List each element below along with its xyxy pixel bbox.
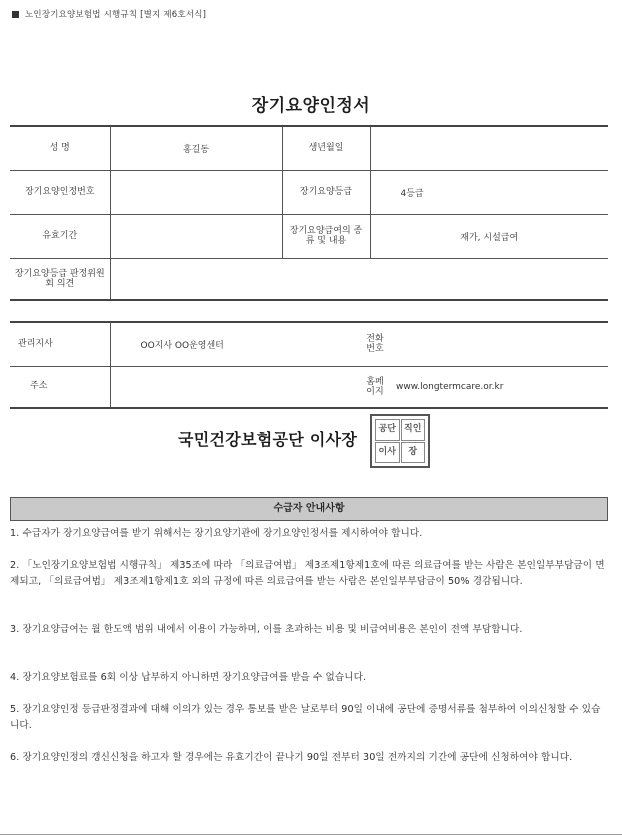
cert-no-label: 장기요양인정번호: [10, 170, 110, 214]
branch-label: 관리지사: [10, 322, 110, 366]
benefit-type-label: 장기요양급여의 종류 및 내용: [282, 214, 370, 258]
birth-value: [370, 126, 608, 170]
phone-value: [392, 322, 608, 366]
notice-item: 4. 장기요양보험료를 6회 이상 납부하지 아니하면 장기요양급여를 받을 수 없습니다.: [10, 672, 367, 683]
table-row: [10, 366, 608, 408]
homepage-link[interactable]: www.longtermcare.or.kr: [392, 366, 608, 408]
validity-label: 유효기간: [10, 214, 110, 258]
name-label: 성 명: [10, 126, 110, 170]
validity-value: [110, 214, 282, 258]
recipient-info-table: [10, 125, 608, 301]
issuer-name: 국민건강보험공단 이사장: [178, 430, 358, 449]
page-bottom-divider: [0, 834, 622, 835]
notice-item: 6. 장기요양인정의 갱신신청을 하고자 할 경우에는 유효기간이 끝나기 90일 전부터 30일 전까지의 기간에 공단에 신청하여야 합니다.: [10, 752, 573, 763]
address-label: 주소: [10, 366, 110, 408]
law-reference-text: 노인장기요양보험법 시행규칙 [별지 제6호서식]: [25, 10, 207, 20]
notice-item: 2. 「노인장기요양보험법 시행규칙」 제35조에 따라 「의료급여법」 제3조제1항제1호에 따른 의료급여를 받는 사람은 본인일부부담금이 면제되고, 「의료급여법」 제3조제1항제1호 외의 규정에 따른 의료급여를 받는 사람은 본인일부부담금이 50% 경감됩니다.: [10, 560, 605, 587]
seal-text: 공단: [375, 419, 400, 441]
notice-heading: 수급자 안내사항: [10, 497, 608, 521]
law-reference: [12, 8, 206, 20]
birth-label: 생년월일: [282, 126, 370, 170]
committee-label: 장기요양등급 판정위원회 의견: [10, 258, 110, 300]
table-row: [10, 214, 608, 258]
notice-item: 3. 장기요양급여는 월 한도액 범위 내에서 이용이 가능하며, 이를 초과하는 비용 및 비급여비용은 본인이 전액 부담합니다.: [10, 624, 523, 635]
notice-item: 5. 장기요양인정 등급판정결과에 대해 이의가 있는 경우 통보를 받은 날로부터 90일 이내에 공단에 증명서류를 첨부하여 이의신청할 수 있습니다.: [10, 704, 601, 731]
document-title: 장기요양인정서: [251, 96, 371, 116]
seal-text: 이사: [375, 442, 400, 464]
name-value: 홍길동: [110, 126, 282, 170]
seal-text: 장: [401, 442, 426, 464]
phone-label: 전화번호: [358, 322, 392, 366]
table-row: [10, 170, 608, 214]
benefit-type-value: 재가, 시설급여: [370, 214, 608, 258]
notice-item: 1. 수급자가 장기요양급여를 받기 위해서는 장기요양기관에 장기요양인정서를 제시하여야 합니다.: [10, 528, 423, 539]
committee-value: [110, 258, 608, 300]
cert-no-value: [110, 170, 282, 214]
table-row: [10, 322, 608, 366]
grade-label: 장기요양등급: [282, 170, 370, 214]
address-value: [110, 366, 358, 408]
table-row: [10, 258, 608, 300]
homepage-label: 홈페이지: [358, 366, 392, 408]
grade-value: 4등급: [370, 170, 608, 214]
official-seal-stamp: [370, 414, 430, 468]
table-row: [10, 126, 608, 170]
office-info-table: [10, 321, 608, 409]
bullet-square-icon: [12, 11, 19, 18]
branch-value: OO지사 OO운영센터: [110, 322, 358, 366]
seal-text: 직인: [401, 419, 426, 441]
